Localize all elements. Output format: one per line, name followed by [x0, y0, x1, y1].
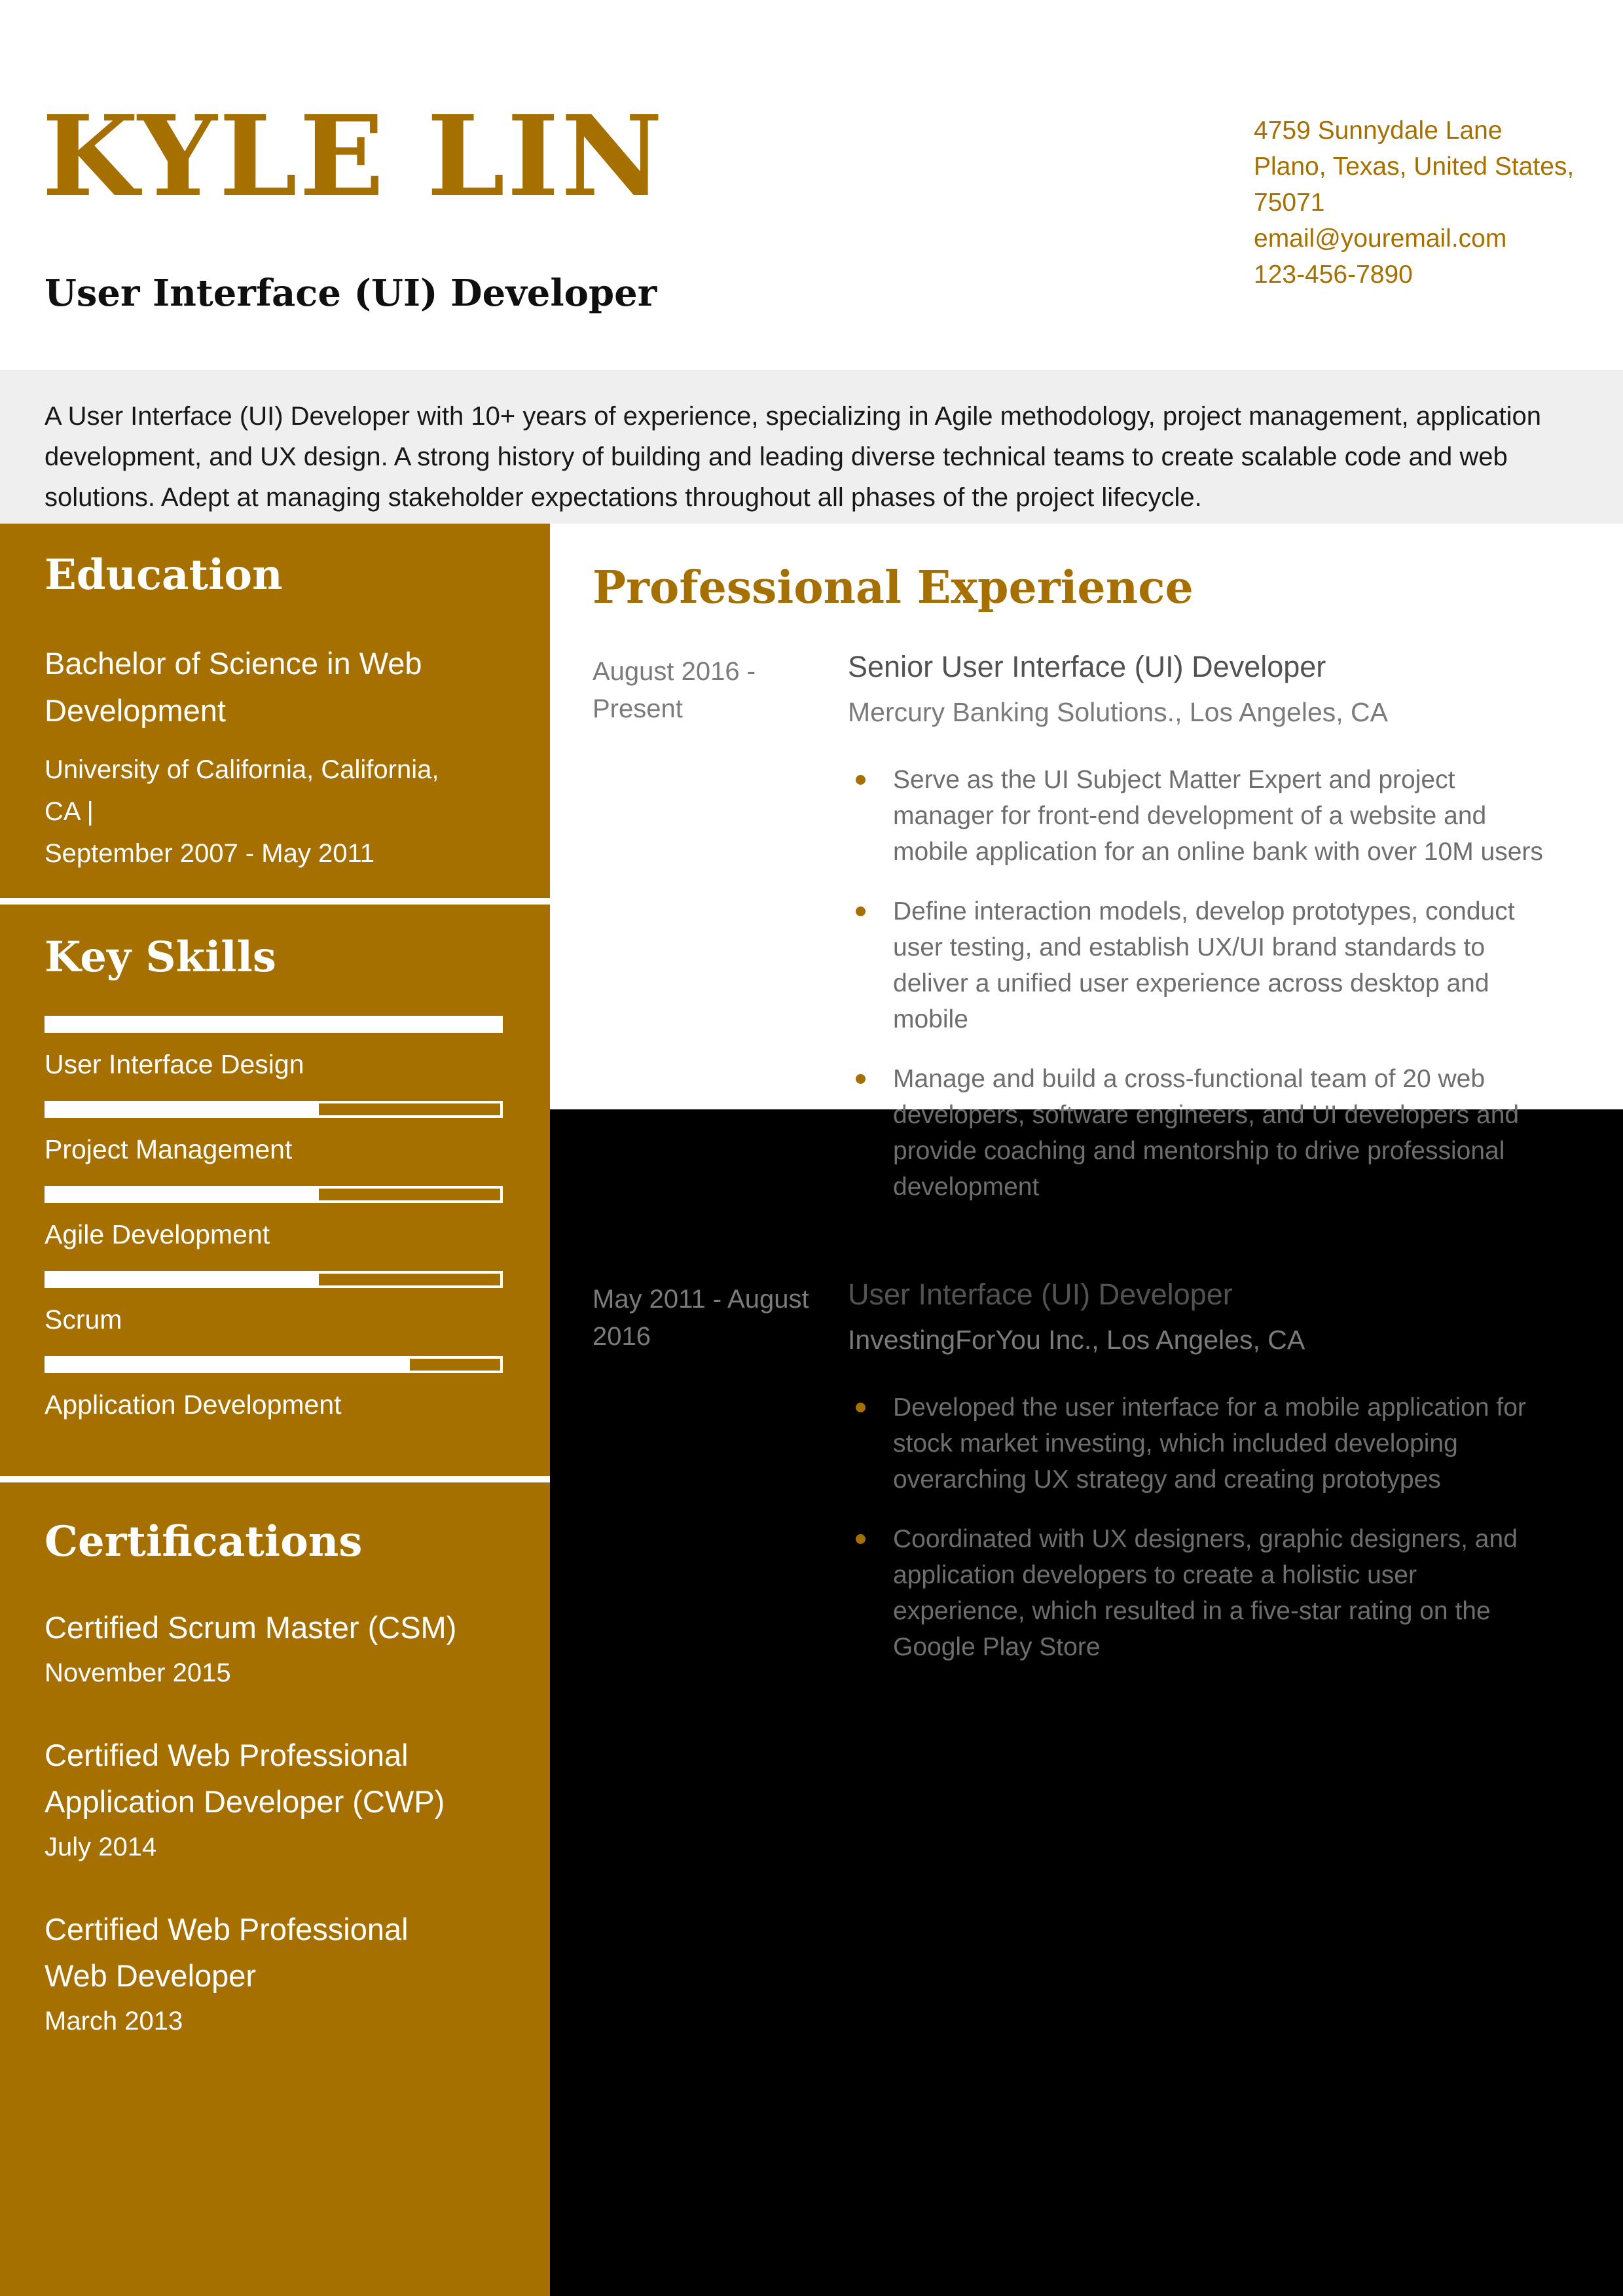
- skill-progress-fill: [47, 1359, 410, 1371]
- job-bullet-text: Manage and build a cross-functional team of 20 web developers, software engineers, and UI developers and provide coaching and mentorship to drive professional development: [893, 1065, 1520, 1201]
- skill-label: Project Management: [45, 1134, 293, 1164]
- education-degree: Bachelor of Science in Web Development: [45, 645, 422, 728]
- summary-band: [0, 370, 1623, 524]
- certification-list: [45, 1604, 503, 2037]
- skill-label: User Interface Design: [45, 1049, 304, 1079]
- skill-label: Application Development: [45, 1389, 342, 1420]
- education-heading: Education: [45, 550, 283, 600]
- skill-progress-fill: [47, 1274, 319, 1285]
- resume-headline: User Interface (UI) Developer: [45, 272, 657, 315]
- education-school: University of California, California, CA |: [45, 755, 439, 826]
- job-bullet-text: Coordinated with UX designers, graphic designers, and application developers to create a holistic user experience, which resulted in a five-star rating on the Google Play Store: [893, 1525, 1518, 1661]
- education-dates: September 2007 - May 2011: [45, 838, 375, 868]
- skill-progress-fill: [47, 1103, 319, 1115]
- certifications-heading: Certifications: [45, 1517, 363, 1566]
- certification-item: [45, 1906, 503, 2037]
- skill-progress-bar: [45, 1186, 503, 1203]
- job-dates: May 2011 - August 2016: [593, 1285, 809, 1351]
- job-bullet: [848, 1521, 1594, 1665]
- professional-experience-heading: Professional Experience: [593, 562, 1194, 614]
- contact-phone: 123-456-7890: [1254, 260, 1413, 289]
- job-details: [848, 648, 1594, 1229]
- job-entry: [593, 648, 1594, 1229]
- job-company: InvestingForYou Inc., Los Angeles, CA: [848, 1325, 1305, 1355]
- skill-item: [45, 1101, 503, 1164]
- job-bullet: [848, 1390, 1594, 1498]
- job-bullet: [848, 893, 1594, 1037]
- job-details: [848, 1276, 1594, 1689]
- job-bullet-list: [848, 762, 1594, 1205]
- job-bullet-text: Serve as the UI Subject Matter Expert and project manager for front-end development of a website and mobile application for an online bank with over 10M users: [893, 766, 1543, 866]
- skill-label: Agile Development: [45, 1219, 270, 1249]
- skill-progress-bar: [45, 1101, 503, 1118]
- contact-address-line3: 75071: [1254, 188, 1325, 217]
- summary-text: A User Interface (UI) Developer with 10+ years of experience, specializing in Agile methodology, project management, application development, and UX design. A strong history of building and leading diverse technical teams to create scalable code and web solutions. Adept at managing stakeholder expectations throughout all phases of the project lifecycle.: [45, 402, 1542, 512]
- skill-item: [45, 1016, 503, 1079]
- certification-item: [45, 1604, 503, 1689]
- bullet-dot-icon: [856, 775, 866, 785]
- skill-label: Scrum: [45, 1304, 122, 1335]
- bullet-dot-icon: [856, 1074, 866, 1084]
- job-dates: August 2016 - Present: [593, 657, 756, 723]
- education-school-and-dates: [45, 749, 477, 874]
- skill-item: [45, 1186, 503, 1249]
- job-entry: [593, 1276, 1594, 1689]
- skill-progress-bar: [45, 1356, 503, 1373]
- skill-progress-fill: [47, 1189, 319, 1200]
- certification-title: Certified Web Professional Application Developer (CWP): [45, 1737, 445, 1819]
- certification-title: Certified Scrum Master (CSM): [45, 1609, 457, 1645]
- skill-item: [45, 1356, 503, 1419]
- certification-item: [45, 1732, 503, 1863]
- bullet-dot-icon: [856, 906, 866, 916]
- skill-item: [45, 1271, 503, 1334]
- contact-email: email@youremail.com: [1254, 224, 1507, 253]
- key-skills-heading: Key Skills: [45, 933, 276, 982]
- skill-list: [45, 1016, 503, 1419]
- skill-progress-fill: [47, 1018, 500, 1030]
- contact-address-line1: 4759 Sunnydale Lane: [1254, 117, 1503, 145]
- job-title: User Interface (UI) Developer: [848, 1278, 1233, 1311]
- professional-experience-section: [593, 562, 1594, 1689]
- job-bullet-text: Developed the user interface for a mobile application for stock market investing, which included developing overarching UX strategy and creating prototypes: [893, 1393, 1526, 1494]
- certification-date: November 2015: [45, 1658, 231, 1687]
- certifications-section: [0, 1482, 550, 2296]
- skill-progress-bar: [45, 1271, 503, 1288]
- job-bullet-text: Define interaction models, develop prototypes, conduct user testing, and establish UX/UI brand standards to deliver a unified user experience across desktop and mobile: [893, 897, 1515, 1033]
- bullet-dot-icon: [856, 1403, 866, 1412]
- contact-block: [1254, 113, 1623, 293]
- bullet-dot-icon: [856, 1534, 866, 1544]
- education-section: [0, 524, 550, 898]
- key-skills-section: [0, 905, 550, 1476]
- job-company: Mercury Banking Solutions., Los Angeles, CA: [848, 697, 1388, 727]
- certification-title: Certified Web Professional Web Developer: [45, 1911, 409, 1993]
- skill-progress-bar: [45, 1016, 503, 1033]
- certification-date: July 2014: [45, 1832, 157, 1861]
- job-bullet: [848, 1061, 1594, 1205]
- job-title: Senior User Interface (UI) Developer: [848, 650, 1326, 683]
- contact-address-line2: Plano, Texas, United States,: [1254, 152, 1575, 181]
- job-bullet-list: [848, 1390, 1594, 1665]
- resume-name: KYLE LIN: [42, 91, 665, 222]
- certification-date: March 2013: [45, 2006, 183, 2036]
- job-bullet: [848, 762, 1594, 870]
